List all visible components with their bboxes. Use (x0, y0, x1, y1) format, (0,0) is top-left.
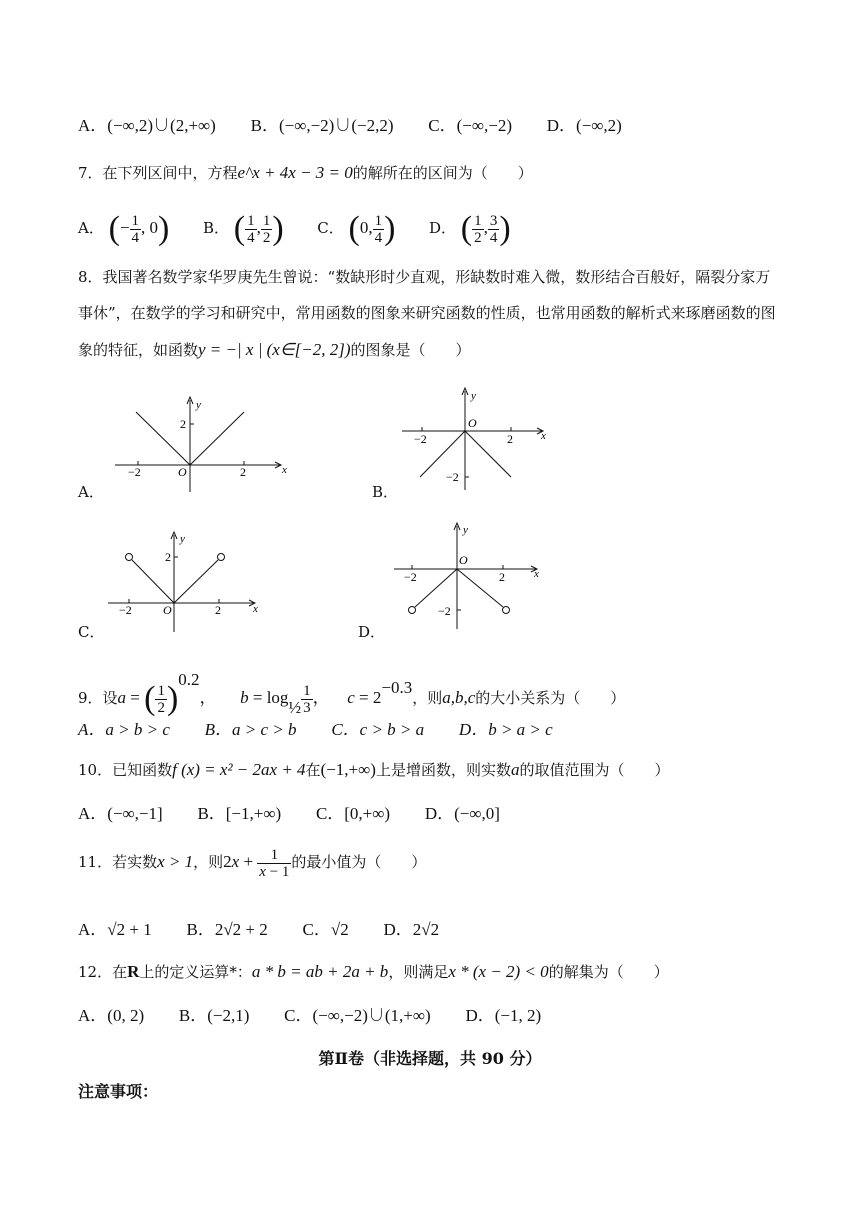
q11-option-b: B．2√2 + 2 (186, 920, 268, 939)
axis-x-label: x (534, 568, 539, 580)
q11-suffix: 的最小值为（ ） (291, 853, 427, 871)
q12-r: R (127, 962, 140, 981)
q12-option-b: B．(−2,1) (178, 1006, 250, 1025)
q12-middle2: ，则满足 (388, 963, 449, 981)
q8-formula: y = −| x | (x∈[−2, 2]) (198, 340, 351, 359)
q9-option-b: B．a > c > b (204, 720, 297, 739)
q9-option-d: D．b > a > c (458, 720, 553, 739)
q10-var: a (510, 760, 520, 779)
q10-interval: (−1,+∞) (320, 760, 376, 779)
q10-middle: 在 (305, 761, 321, 779)
q7-option-b: B． ( $\frac{1}{4}$ , $\frac{1}{2}$ ) (202, 210, 284, 247)
q8-line3-suffix: 的图象是（ ） (350, 341, 471, 359)
q7-option-d-label: D． (428, 219, 456, 237)
tick-xneg2-label: −2 (128, 465, 141, 479)
axis-x-label: x (541, 430, 546, 442)
q7-stem (78, 163, 533, 183)
q9-options (78, 720, 583, 740)
tick-yneg2-label: −2 (438, 604, 451, 618)
q12-option-d: D．(−1, 2) (465, 1006, 542, 1025)
tick-x2-label: 2 (215, 603, 221, 617)
q9-prefix: 9．设 (78, 689, 118, 707)
tick-xneg2-label: −2 (414, 432, 427, 446)
q8-graph-d (390, 519, 550, 631)
q11-stem: 11．若实数x > 1，则2x + $\frac{1}{x - 1}$ 的最小值为（ ） (78, 846, 427, 880)
axis-x-label: x (282, 464, 287, 476)
q8-option-c-label: C． (78, 623, 105, 641)
q9-option-a: A．a > b > c (78, 720, 170, 739)
q8-line2: 事休”，在数学的学习和研究中，常用函数的图象来研究函数的性质，也常用函数的解析式来琢磨函数的图 (78, 304, 776, 322)
q7-option-c: C． (0, $\frac{1}{4}$ ) (317, 210, 396, 247)
axis-y-label: y (196, 399, 201, 411)
tick-x2-label: 2 (507, 432, 513, 446)
q9-stem: 9．设a = ( $\frac{1}{2}$ )$^{0.2}$， $b = \log_{\frac{1}{2}}$ $\frac{1}{3}$ ， $c = 2^{-0.3}$，则a,b,c的大小关系为（ ） (78, 670, 626, 717)
q12-ineq: x * (x − 2) < 0 (448, 962, 549, 981)
q11-cond: x > 1 (157, 852, 194, 871)
q7-option-d: D． ( $\frac{1}{2}$ , $\frac{3}{4}$ ) (428, 210, 511, 247)
tick-yneg2-label: −2 (446, 470, 459, 484)
q7-option-a: A． (− $\frac{1}{4}$ , 0) (78, 210, 170, 247)
axis-y-label: y (180, 533, 185, 545)
tick-x2-label: 2 (240, 465, 246, 479)
q7-option-c-label: C． (317, 219, 344, 237)
origin-label: O (468, 416, 477, 430)
section-title: 第Ⅱ卷（非选择题，共 90 分） (318, 1049, 542, 1068)
q7-option-b-label: B． (202, 219, 229, 237)
q10-options (78, 804, 530, 824)
q8-graph-a (110, 392, 290, 497)
q9-suffix: ，则 (412, 689, 443, 707)
q10-prefix: 10．已知函数 (78, 761, 173, 779)
q10-tail: 的取值范围为（ ） (519, 761, 670, 779)
q7-options (78, 205, 511, 251)
q10-option-c: C．[0,+∞) (315, 804, 391, 823)
q11-option-d: D．2√2 (383, 920, 440, 939)
origin-label: O (178, 465, 187, 479)
q6-option-b: B．(−∞,−2)∪(−2,2) (250, 116, 394, 135)
q10-option-b: B．[−1,+∞) (197, 804, 282, 823)
q7-prefix: 7．在下列区间中，方程 (78, 164, 238, 182)
q10-formula: f (x) = x² − 2ax + 4 (172, 760, 306, 779)
q11-options (78, 920, 469, 940)
q10-suffix: 上是增函数，则实数 (375, 761, 511, 779)
q10-stem (78, 760, 669, 780)
q12-option-a: A．(0, 2) (78, 1006, 145, 1025)
q12-middle: 上的定义运算*： (139, 963, 252, 981)
q6-options (78, 116, 652, 136)
q12-tail: 的解集为（ ） (548, 963, 669, 981)
tick-xneg2-label: −2 (119, 603, 132, 617)
q8-graph-c (104, 530, 264, 634)
q7-equation: e^x + 4x − 3 = 0 (237, 163, 353, 182)
q10-option-a: A．(−∞,−1] (78, 804, 163, 823)
origin-label: O (163, 603, 172, 617)
q6-option-c: C．(−∞,−2) (428, 116, 512, 135)
q8-option-d-label: D． (358, 623, 386, 641)
q8-option-b-label: B． (372, 483, 399, 501)
q12-def: a * b = ab + 2a + b (251, 962, 389, 981)
q10-option-d: D．(−∞,0] (424, 804, 500, 823)
axis-y-label: y (471, 390, 476, 402)
axis-y-label: y (463, 524, 468, 536)
q8-graph-b (398, 385, 558, 495)
q7-option-a-label: A． (78, 219, 104, 237)
q9-tail: 的大小关系为（ ） (475, 689, 626, 707)
q8-option-a-label: A． (78, 483, 104, 501)
q11-prefix: 11．若实数 (78, 853, 158, 871)
q11-middle: ，则 (193, 853, 224, 871)
q8-line1: 8．我国著名数学家华罗庚先生曾说：“数缺形时少直观，形缺数时难入微，数形结合百般好，隔裂分家万 (78, 268, 771, 286)
q12-stem (78, 962, 669, 982)
q7-suffix: 的解所在的区间为（ ） (352, 164, 533, 182)
q6-option-d: D．(−∞,2) (546, 116, 622, 135)
q11-option-c: C．√2 (302, 920, 349, 939)
q9-vars: a,b,c (442, 688, 476, 707)
q6-option-a: A．(−∞,2)∪(2,+∞) (78, 116, 216, 135)
q12-prefix: 12．在 (78, 963, 128, 981)
q11-option-a: A．√2 + 1 (78, 920, 152, 939)
q8-line3-prefix: 象的特征，如函数 (78, 341, 199, 359)
q8-line3 (78, 340, 471, 360)
origin-label: O (459, 553, 468, 567)
axis-x-label: x (253, 603, 258, 615)
q12-option-c: C．(−∞,−2)∪(1,+∞) (284, 1006, 431, 1025)
tick-y2-label: 2 (165, 550, 171, 564)
q12-options (78, 1006, 571, 1026)
tick-x2-label: 2 (499, 570, 505, 584)
notice-heading: 注意事项： (78, 1082, 159, 1101)
tick-xneg2-label: −2 (404, 570, 417, 584)
q9-option-c: C．c > b > a (331, 720, 425, 739)
tick-y2-label: 2 (180, 417, 186, 431)
